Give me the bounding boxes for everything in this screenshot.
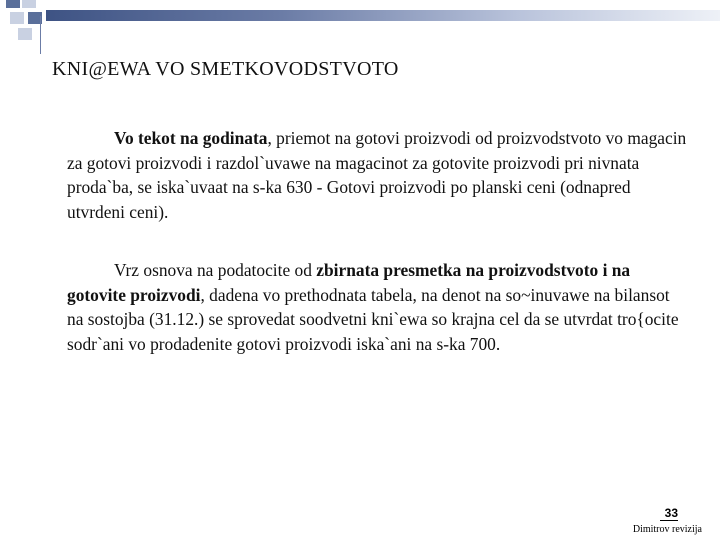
decor-square xyxy=(22,0,36,8)
decor-square xyxy=(10,12,24,24)
page-number: 33 xyxy=(664,506,678,520)
paragraph-2 xyxy=(67,258,687,356)
paragraph-2-bold: zbirnata presmetka na proizvodstvoto i na gotovite proizvodi xyxy=(67,260,631,305)
paragraph-2-start: Vrz osnova na podatocite od xyxy=(114,260,317,280)
page-number-underline xyxy=(660,520,678,521)
footer-author: Dimitrov revizija xyxy=(632,524,702,535)
paragraph-1-text: , priemot na gotovi proizvodi od proizvodstvoto vo magacin za gotovi proizvodi i razdol`uvawe na magacinot za gotovite proizvodi pri nivnata proda`ba, se iska`uvaat na s-ka 630 - Gotovi proizvodi po planski ceni (odnapred utvrdeni ceni). xyxy=(67,128,687,222)
header-gradient-bar xyxy=(46,10,720,21)
paragraph-2-text: , dadena vo prethodnata tabela, na denot na so~inuvawe na bilansot na sostojba (31.12.) se sprovedat soodvetni kni`ewa so krajna cel da se utvrdat tro{ocite sodr`ani vo prodadenite gotovi proizvodi iska`ani na s-ka 700. xyxy=(67,284,679,354)
decor-square xyxy=(18,28,32,40)
header-divider xyxy=(40,16,41,54)
decor-square xyxy=(6,0,20,8)
slide-title: KNI@EWA VO SMETKOVODSTVOTO xyxy=(52,58,399,80)
paragraph-1-bold: Vo tekot na godinata xyxy=(114,128,268,148)
paragraph-1 xyxy=(67,126,687,224)
